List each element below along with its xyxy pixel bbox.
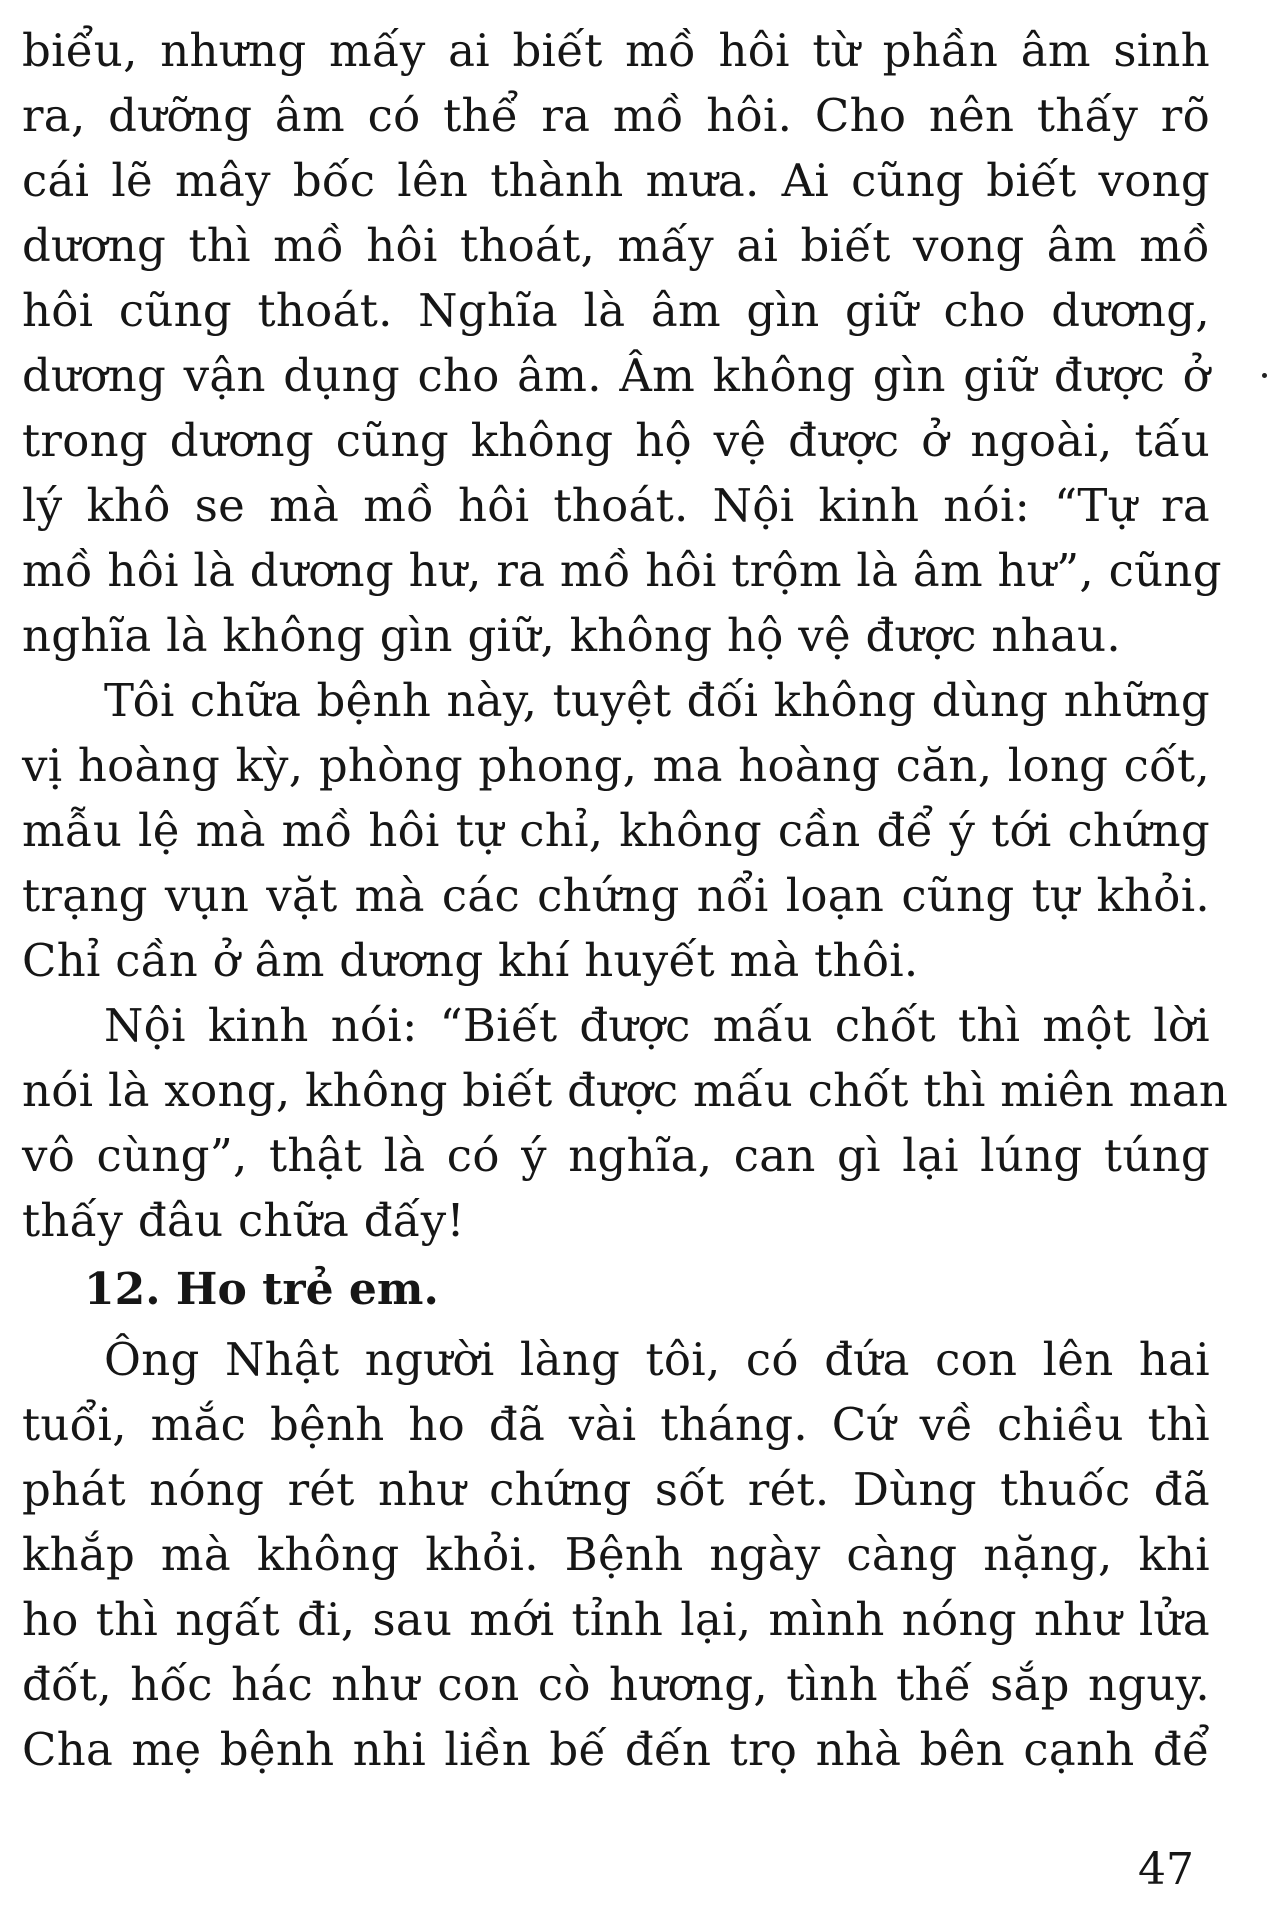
text-line: trong dương cũng không hộ vệ được ở ngoài, tấu	[22, 414, 1210, 467]
text-line: nghĩa là không gìn giữ, không hộ vệ được nhau.	[22, 609, 1121, 662]
paragraph	[22, 993, 1229, 1253]
text-line: biểu, nhưng mấy ai biết mồ hôi từ phần âm sinh	[22, 24, 1210, 77]
paragraph	[22, 668, 1210, 993]
text-line: nói là xong, không biết được mấu chốt thì miên man	[22, 1064, 1229, 1117]
text-line: mồ hôi là dương hư, ra mồ hôi trộm là âm hư”, cũng	[22, 544, 1222, 597]
text-line: ra, dưỡng âm có thể ra mồ hôi. Cho nên thấy rõ	[22, 89, 1210, 142]
page-number: 47	[1138, 1844, 1194, 1895]
text-line: dương vận dụng cho âm. Âm không gìn giữ được ở	[22, 349, 1210, 402]
text-line: vô cùng”, thật là có ý nghĩa, can gì lại lúng túng	[22, 1129, 1210, 1182]
paragraph	[22, 18, 1222, 668]
text-line: thấy đâu chữa đấy!	[22, 1194, 465, 1247]
text-line: Tôi chữa bệnh này, tuyệt đối không dùng những	[104, 674, 1210, 727]
text-line: dương thì mồ hôi thoát, mấy ai biết vong âm mồ	[22, 219, 1210, 272]
text-line: mẫu lệ mà mồ hôi tự chỉ, không cần để ý tới chứng	[22, 804, 1210, 857]
paragraph	[22, 1327, 1210, 1782]
book-page-text	[22, 18, 1229, 1782]
text-line: hôi cũng thoát. Nghĩa là âm gìn giữ cho dương,	[22, 284, 1210, 337]
text-line: ho thì ngất đi, sau mới tỉnh lại, mình nóng như lửa	[22, 1593, 1210, 1646]
text-line: phát nóng rét như chứng sốt rét. Dùng thuốc đã	[22, 1463, 1210, 1516]
text-line: tuổi, mắc bệnh ho đã vài tháng. Cứ về chiều thì	[22, 1398, 1210, 1451]
text-line: cái lẽ mây bốc lên thành mưa. Ai cũng biết vong	[22, 154, 1210, 207]
text-line: lý khô se mà mồ hôi thoát. Nội kinh nói: “Tự ra	[22, 479, 1210, 532]
text-line: khắp mà không khỏi. Bệnh ngày càng nặng, khi	[22, 1528, 1210, 1581]
text-line: đốt, hốc hác như con cò hương, tình thế sắp nguy.	[22, 1658, 1210, 1711]
section-heading: 12. Ho trẻ em.	[84, 1264, 439, 1315]
text-line: vị hoàng kỳ, phòng phong, ma hoàng căn, long cốt,	[22, 739, 1210, 792]
text-line: Cha mẹ bệnh nhi liền bế đến trọ nhà bên cạnh để	[22, 1723, 1210, 1776]
scan-speck	[1262, 373, 1267, 378]
text-line: Nội kinh nói: “Biết được mấu chốt thì một lời	[104, 999, 1210, 1052]
text-line: Ông Nhật người làng tôi, có đứa con lên hai	[104, 1333, 1210, 1386]
text-line: trạng vụn vặt mà các chứng nổi loạn cũng tự khỏi.	[22, 869, 1210, 922]
text-line: Chỉ cần ở âm dương khí huyết mà thôi.	[22, 934, 919, 987]
